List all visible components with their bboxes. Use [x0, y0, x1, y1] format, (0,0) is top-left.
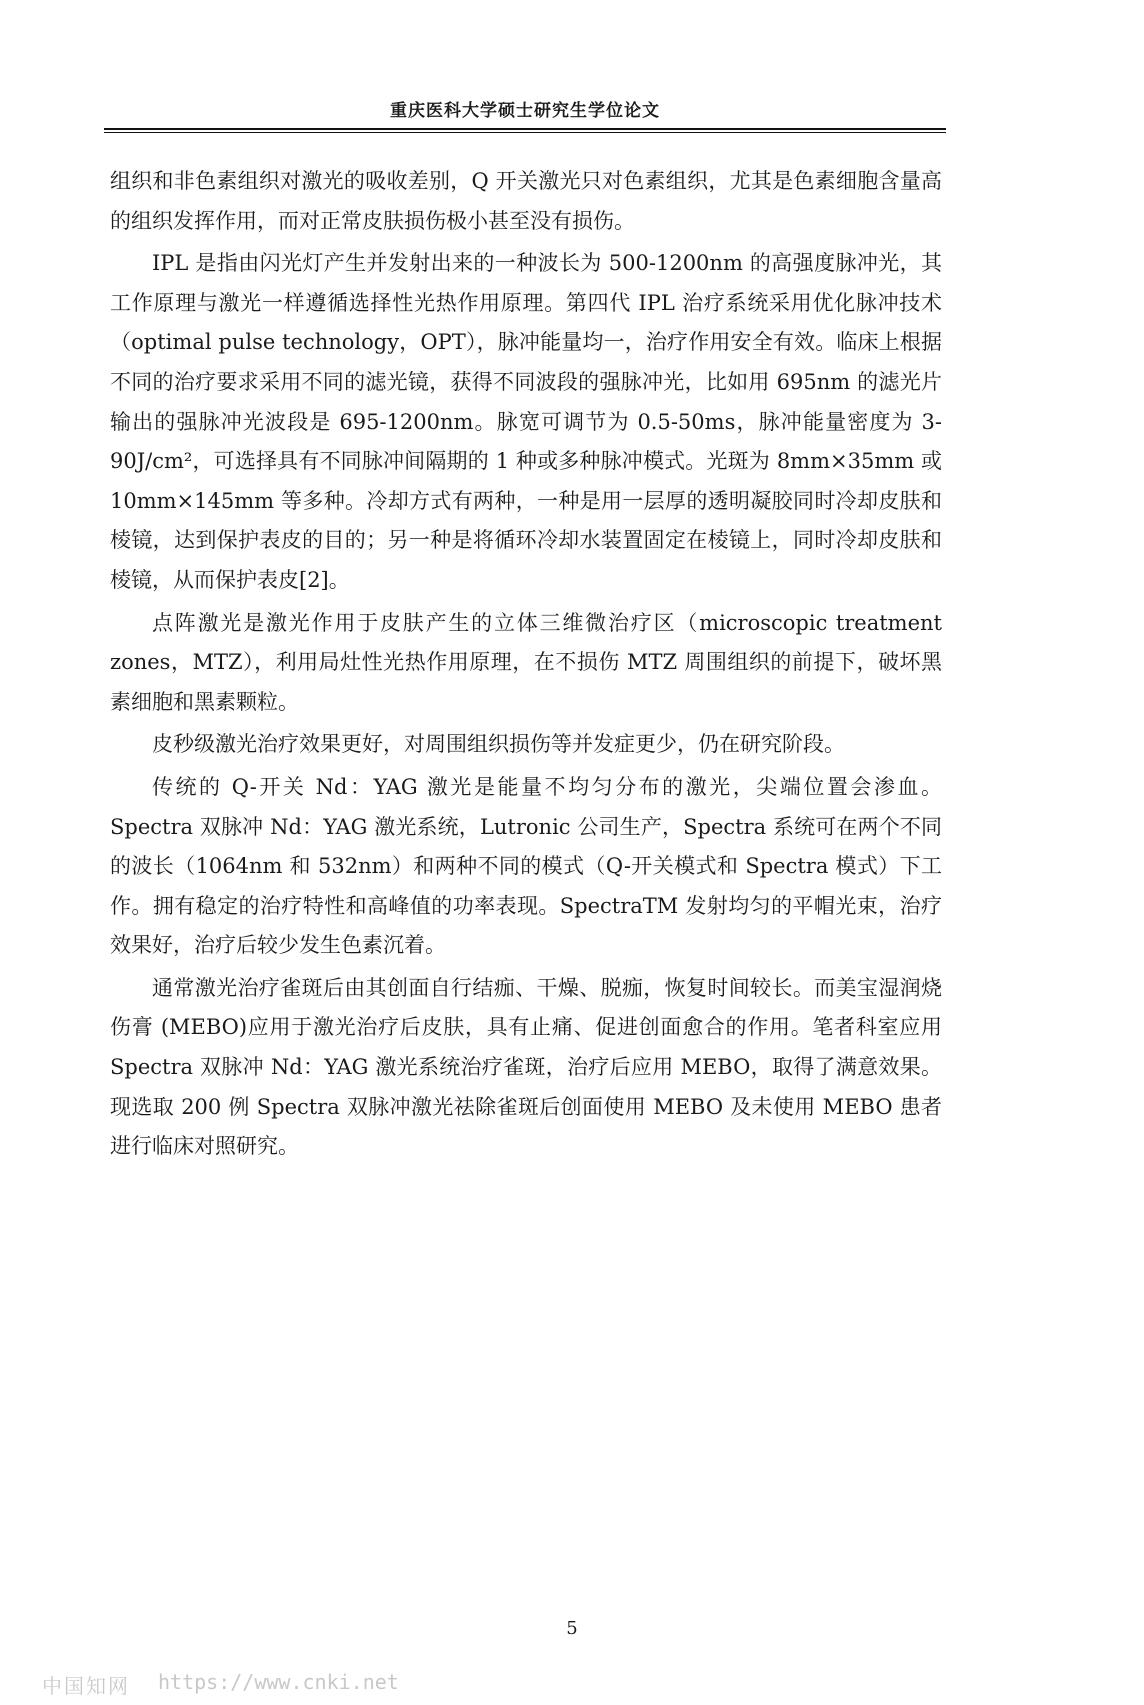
paragraph-fractional-laser: 点阵激光是激光作用于皮肤产生的立体三维微治疗区（microscopic treatment zones，MTZ），利用局灶性光热作用原理，在不损伤 MTZ 周围组织的前提下，破坏黑素细胞和黑素颗粒。	[110, 610, 942, 714]
watermark-url: https://www.cnki.net	[158, 1670, 399, 1694]
header-rule-thin	[104, 132, 946, 133]
header-rule	[104, 128, 946, 130]
watermark-logo: 中国知网	[42, 1674, 130, 1698]
running-header: 重庆医科大学硕士研究生学位论文	[390, 101, 660, 121]
paragraph-ipl: IPL 是指由闪光灯产生并发射出来的一种波长为 500-1200nm 的高强度脉冲光，其工作原理与激光一样遵循选择性光热作用原理。第四代 IPL 治疗系统采用优化脉冲技术（optimal pulse technology，OPT），脉冲能量均一，治疗作用安全有效。临床上根据不同的治疗要求采用不同的滤光镜，获得不同波段的强脉冲光，比如用 695nm 的滤光片输出的强脉冲光波段是 695-1200nm。脉宽可调节为 0.5-50ms，脉冲能量密度为 3-90J/cm²，可选择具有不同脉冲间隔期的 1 种或多种脉冲模式。光斑为 8mm×35mm 或 10mm×145mm 等多种。冷却方式有两种，一种是用一层厚的透明凝胶同时冷却皮肤和棱镜，达到保护表皮的目的；另一种是将循环冷却水装置固定在棱镜上，同时冷却皮肤和棱镜，从而保护表皮[2]。	[110, 251, 942, 592]
paragraph-spectra-laser: 传统的 Q-开关 Nd：YAG 激光是能量不均匀分布的激光，尖端位置会渗血。Spectra 双脉冲 Nd：YAG 激光系统，Lutronic 公司生产，Spectra 系统可在两个不同的波长（1064nm 和 532nm）和两种不同的模式（Q-开关模式和 Spectra 模式）下工作。拥有稳定的治疗特性和高峰值的功率表现。SpectraTM 发射均匀的平帽光束，治疗效果好，治疗后较少发生色素沉着。	[110, 774, 942, 958]
paragraph-mebo: 通常激光治疗雀斑后由其创面自行结痂、干燥、脱痂，恢复时间较长。而美宝湿润烧伤膏 (MEBO)应用于激光治疗后皮肤，具有止痛、促进创面愈合的作用。笔者科室应用 Spectra 双脉冲 Nd：YAG 激光系统治疗雀斑，治疗后应用 MEBO，取得了满意效果。现选取 200 例 Spectra 双脉冲激光祛除雀斑后创面使用 MEBO 及未使用 MEBO 患者进行临床对照研究。	[110, 975, 942, 1159]
paragraph-continued: 组织和非色素组织对激光的吸收差别，Q 开关激光只对色素组织，尤其是色素细胞含量高的组织发挥作用，而对正常皮肤损伤极小甚至没有损伤。	[110, 169, 942, 233]
watermark	[42, 1670, 399, 1699]
paragraph-picosecond-laser: 皮秒级激光治疗效果更好，对周围组织损伤等并发症更少，仍在研究阶段。	[152, 732, 845, 757]
body-text	[110, 162, 942, 1167]
page-number: 5	[566, 1618, 578, 1639]
